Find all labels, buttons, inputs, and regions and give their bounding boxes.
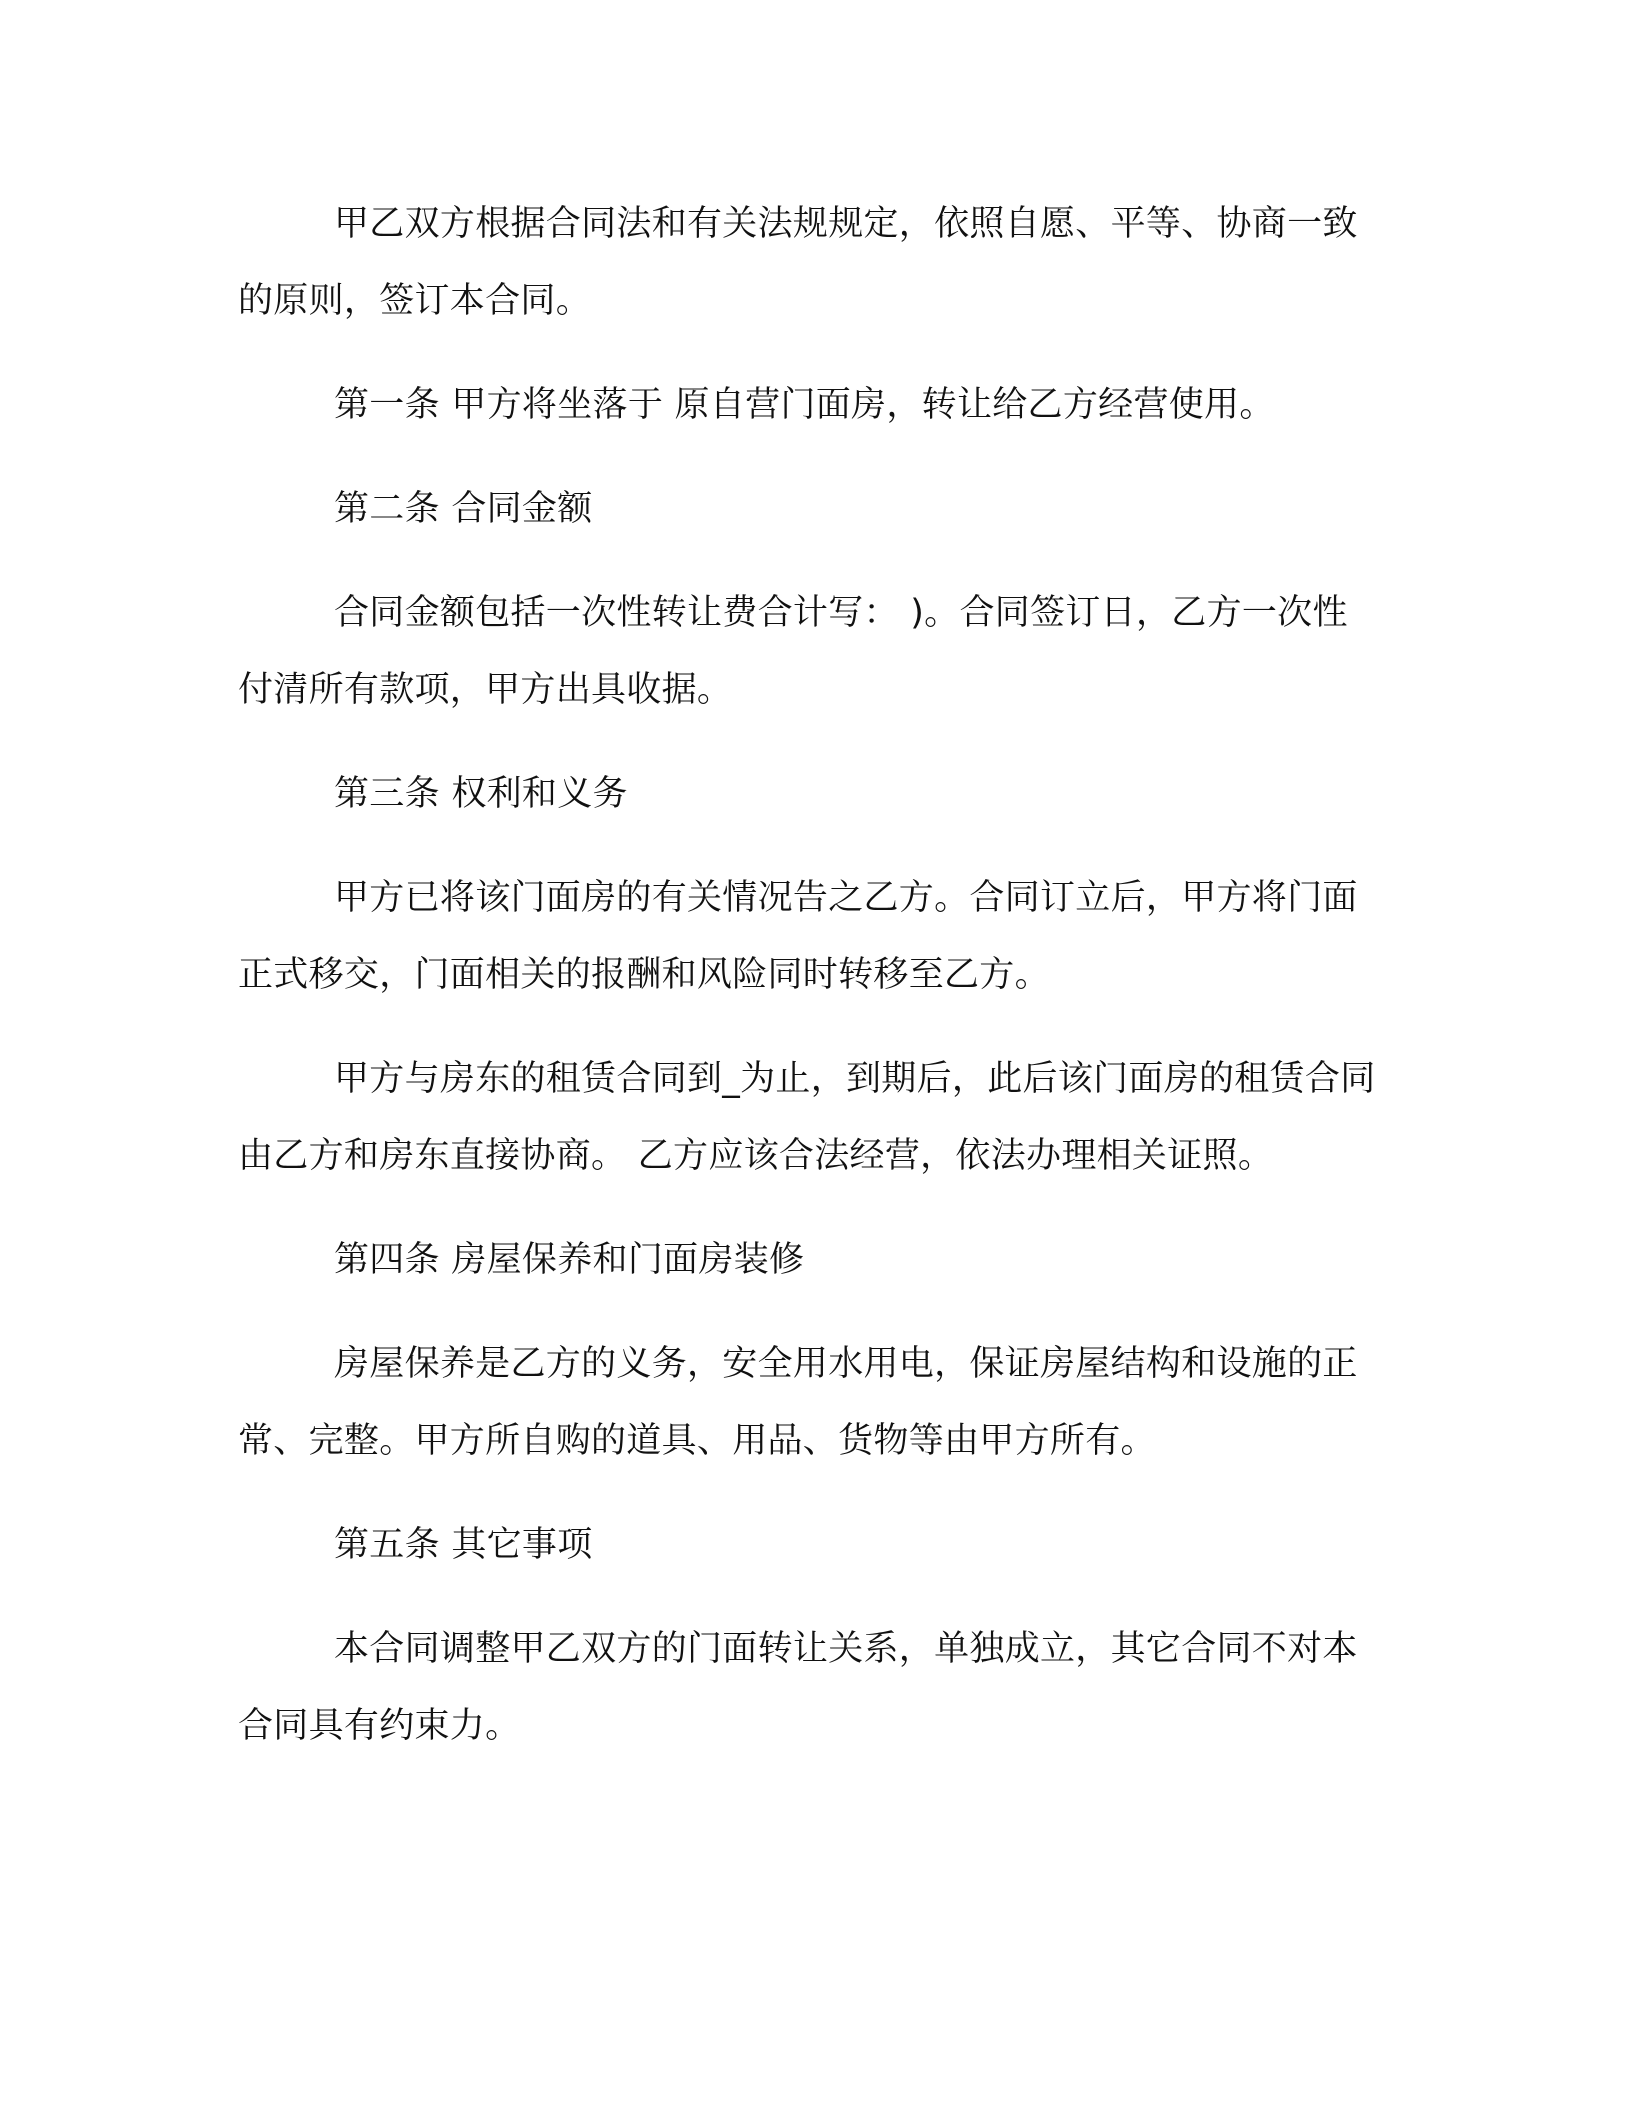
heading-article-5: 第五条 其它事项 — [334, 1525, 593, 1565]
contract-body — [238, 186, 1383, 1792]
paragraph-preamble: 甲乙双方根据合同法和有关法规规定，依照自愿、平等、协商一致的原则，签订本合同。 — [238, 204, 1358, 321]
heading-article-3: 第三条 权利和义务 — [334, 774, 628, 814]
paragraph-maintenance: 房屋保养是乙方的义务，安全用水用电，保证房屋结构和设施的正常、完整。甲方所自购的道具、用品、货物等由甲方所有。 — [238, 1344, 1358, 1461]
paragraph-rights-1: 甲方已将该门面房的有关情况告之乙方。合同订立后，甲方将门面正式移交，门面相关的报酬和风险同时转移至乙方。 — [238, 878, 1358, 995]
paragraph-rights-2: 甲方与房东的租赁合同到_为止，到期后，此后该门面房的租赁合同由乙方和房东直接协商。 乙方应该合法经营，依法办理相关证照。 — [238, 1059, 1376, 1176]
heading-article-2: 第二条 合同金额 — [334, 489, 593, 529]
heading-article-4: 第四条 房屋保养和门面房装修 — [334, 1240, 805, 1280]
paragraph-contract-amount: 合同金额包括一次性转让费合计写： )。合同签订日，乙方一次性付清所有款项，甲方出具收据。 — [238, 593, 1348, 710]
paragraph-article-1: 第一条 甲方将坐落于 原自营门面房，转让给乙方经营使用。 — [334, 385, 1275, 425]
paragraph-other-matters: 本合同调整甲乙双方的门面转让关系，单独成立，其它合同不对本合同具有约束力。 — [238, 1629, 1358, 1746]
